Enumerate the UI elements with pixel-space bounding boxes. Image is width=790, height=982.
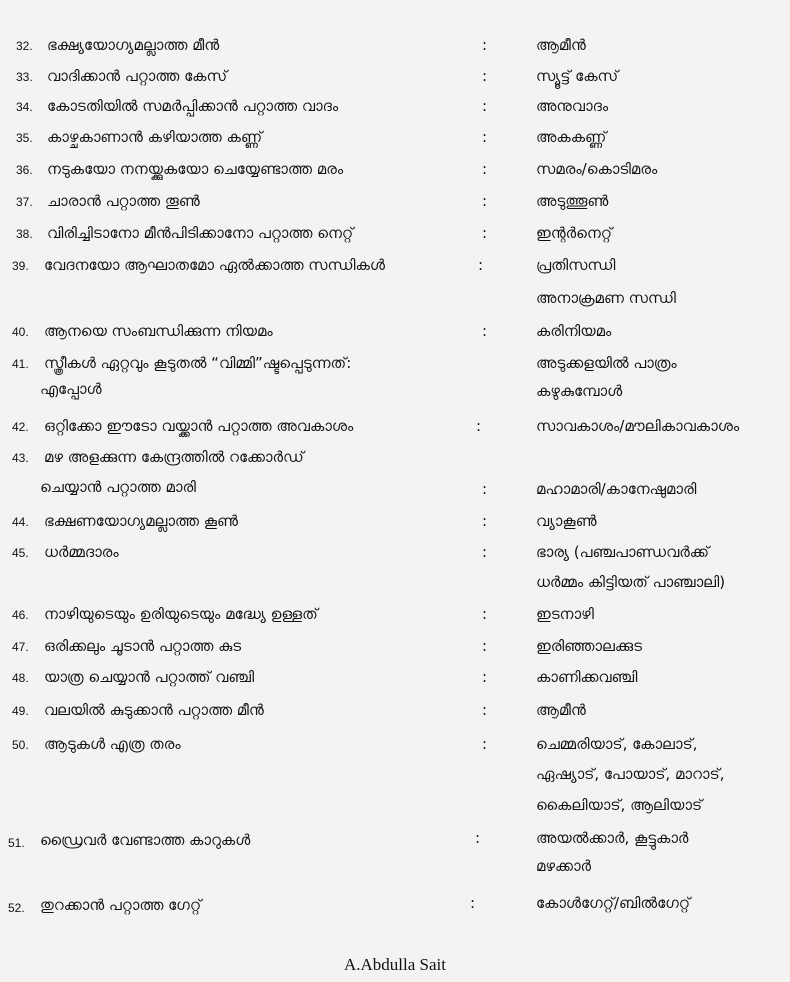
entry-row (0, 825, 790, 875)
entry-separator: : (482, 97, 488, 115)
entry-row (0, 124, 790, 154)
entry-question: ഒറ്റിക്കോ ഈടോ വയ്ക്കാൻ പറ്റാത്ത അവകാശം (44, 417, 354, 435)
entry-question: തുറക്കാൻ പറ്റാത്ത ഗേറ്റ് (40, 896, 202, 914)
entry-separator: : (482, 160, 488, 178)
entry-separator: : (476, 417, 482, 435)
entry-answer: വ്യാകൂൺ (536, 512, 597, 530)
entry-question: നാഴിയുടെയും ഉരിയുടെയും മദ്ധ്യേ ഉള്ളത് (44, 605, 318, 623)
entry-question-continuation: എപ്പോൾ (40, 380, 102, 398)
entry-question: ഒരിക്കലും ചൂടാൻ പറ്റാത്ത കുട (44, 637, 242, 655)
entry-separator: : (482, 637, 488, 655)
entry-separator: : (482, 543, 488, 561)
entry-separator: : (482, 224, 488, 242)
entry-question: യാത്ര ചെയ്യാൻ പറ്റാത്ത് വഞ്ചി (44, 668, 255, 686)
entry-row (0, 93, 790, 123)
entry-separator: : (482, 322, 488, 340)
entry-answer: ഇന്റർനെറ്റ് (536, 224, 613, 242)
entry-row (0, 32, 790, 62)
entry-separator: : (482, 36, 488, 54)
entry-row (0, 156, 790, 186)
entry-number: 52. (8, 901, 25, 915)
entry-answer: അകകണ്ണ് (536, 128, 607, 146)
entry-question-continuation: ചെയ്യാൻ പറ്റാത്ത മാരി (40, 478, 196, 496)
entry-row (0, 539, 790, 591)
entry-row (0, 220, 790, 250)
entry-row (0, 413, 790, 443)
entry-question: വലയിൽ കുടുക്കാൻ പറ്റാത്ത മീൻ (44, 701, 264, 719)
entry-separator: : (482, 192, 488, 210)
entry-separator: : (482, 701, 488, 719)
entry-row (0, 188, 790, 218)
entry-question: സ്ത്രീകൾ ഏറ്റവും കൂടുതൽ “വിമ്മി”ഷ്ടപ്പെടുന്നത്: (44, 354, 352, 372)
entry-question: മഴ അളക്കുന്ന കേന്ദ്രത്തിൽ റക്കോർഡ് (44, 448, 304, 466)
entry-question: ഡ്രൈവർ വേണ്ടാത്ത കാറുകൾ (40, 831, 251, 849)
entry-number: 41. (12, 357, 29, 371)
entry-answer: കാണിക്കവഞ്ചി (536, 668, 638, 686)
entry-question: വാദിക്കാൻ പറ്റാത്ത കേസ് (47, 67, 228, 85)
entry-number: 50. (12, 738, 29, 752)
entry-row (0, 890, 790, 920)
entry-row (0, 697, 790, 727)
entry-separator: : (482, 67, 488, 85)
entry-question: ഭക്ഷണയോഗ്യമല്ലാത്ത കൂൺ (44, 512, 239, 530)
entry-number: 38. (16, 227, 33, 241)
entry-answer-continuation: കൈലിയാട്, ആലിയാട് (536, 796, 703, 814)
entry-number: 45. (12, 546, 29, 560)
entry-row (0, 731, 790, 814)
entry-row (0, 508, 790, 538)
entry-separator: : (470, 894, 476, 912)
entry-row (0, 318, 790, 348)
entry-number: 43. (12, 451, 29, 465)
entry-question: നടുകയോ നനയ്ക്കുകയോ ചെയ്യേണ്ടാത്ത മരം (47, 160, 344, 178)
entry-answer-continuation: കഴുകുമ്പോൾ (536, 382, 623, 400)
entry-answer: അയൽക്കാർ, കൂട്ടുകാർ (536, 829, 689, 847)
entry-number: 36. (16, 163, 33, 177)
entry-question: ഭക്ഷ്യയോഗ്യമല്ലാത്ത മീൻ (47, 36, 220, 54)
entry-question: ധർമ്മദാരം (44, 543, 119, 561)
entry-answer-continuation: അനാക്രമണ സന്ധി (536, 289, 676, 307)
entry-number: 34. (16, 100, 33, 114)
entry-number: 32. (16, 39, 33, 53)
entry-question: കാഴ്ചകാണാൻ കഴിയാത്ത കണ്ണ് (47, 128, 263, 146)
entry-number: 39. (12, 259, 29, 273)
entry-number: 42. (12, 420, 29, 434)
entry-number: 47. (12, 640, 29, 654)
entry-row (0, 601, 790, 631)
entry-answer: സമരം/കൊടിമരം (536, 160, 658, 178)
entry-question: ആനയെ സംബന്ധിക്കുന്ന നിയമം (44, 322, 273, 340)
entry-answer: ഇടനാഴി (536, 605, 594, 623)
entry-answer: മഹാമാരി/കാനേഷുമാരി (536, 480, 697, 498)
entry-question: ചാരാൻ പറ്റാത്ത തൂൺ (47, 192, 200, 210)
entry-answer: പ്രതിസന്ധി (536, 256, 616, 274)
entry-separator: : (475, 829, 481, 847)
entry-answer: സാവകാശം/മൗലികാവകാശം (536, 417, 740, 435)
entry-separator: : (482, 512, 488, 530)
entry-number: 33. (16, 70, 33, 84)
entry-answer: ഭാര്യ (പഞ്ചപാണ്ഡവർക്ക് (536, 543, 710, 561)
entry-row (0, 350, 790, 400)
entry-question: വിരിച്ചിടാനോ മീൻപിടിക്കാനോ പറ്റാത്ത നെറ്റ് (47, 224, 354, 242)
entry-answer: കരിനിയമം (536, 322, 612, 340)
entry-row (0, 252, 790, 307)
entry-row (0, 633, 790, 663)
entry-question: കോടതിയിൽ സമർപ്പിക്കാൻ പറ്റാത്ത വാദം (47, 97, 339, 115)
entry-answer: ആമീൻ (536, 701, 586, 719)
entry-number: 37. (16, 195, 33, 209)
entry-number: 49. (12, 704, 29, 718)
entry-answer: അനുവാദം (536, 97, 609, 115)
author-name: A.Abdulla Sait (344, 955, 446, 974)
entry-answer-continuation: മഴക്കാർ (536, 857, 592, 875)
entry-answer: അടുത്തൂൺ (536, 192, 609, 210)
entry-separator: : (482, 128, 488, 146)
entry-number: 48. (12, 671, 29, 685)
entry-answer: ആമീൻ (536, 36, 586, 54)
entry-number: 51. (8, 836, 25, 850)
entry-number: 35. (16, 131, 33, 145)
entry-question: ആടുകൾ എത്ര തരം (44, 735, 181, 753)
entry-separator: : (482, 480, 488, 498)
entry-row (0, 664, 790, 694)
entry-row (0, 444, 790, 498)
entry-number: 46. (12, 608, 29, 622)
entry-answer-continuation: ധർമ്മം കിട്ടിയത് പാഞ്ചാലി) (536, 573, 726, 591)
entry-separator: : (482, 605, 488, 623)
entry-number: 44. (12, 515, 29, 529)
entry-answer: ഇരിഞ്ഞാലക്കുട (536, 637, 642, 655)
entry-separator: : (482, 668, 488, 686)
entry-separator: : (478, 256, 484, 274)
entry-number: 40. (12, 325, 29, 339)
entry-answer: അടുക്കളയിൽ പാത്രം (536, 354, 677, 372)
entry-question: വേദനയോ ആഘാതമോ ഏൽക്കാത്ത സന്ധികൾ (44, 256, 385, 274)
entry-separator: : (482, 735, 488, 753)
entry-answer: കോൾഗേറ്റ്/ബിൽഗേറ്റ് (536, 894, 691, 912)
entry-answer: ചെമ്മരിയാട്, കോലാട്, (536, 735, 698, 753)
entry-row (0, 63, 790, 93)
entry-answer: സ്യൂട്ട് കേസ് (536, 67, 619, 85)
entry-answer-continuation: ഏഷ്യാട്, പോയാട്, മാറാട്, (536, 765, 725, 783)
